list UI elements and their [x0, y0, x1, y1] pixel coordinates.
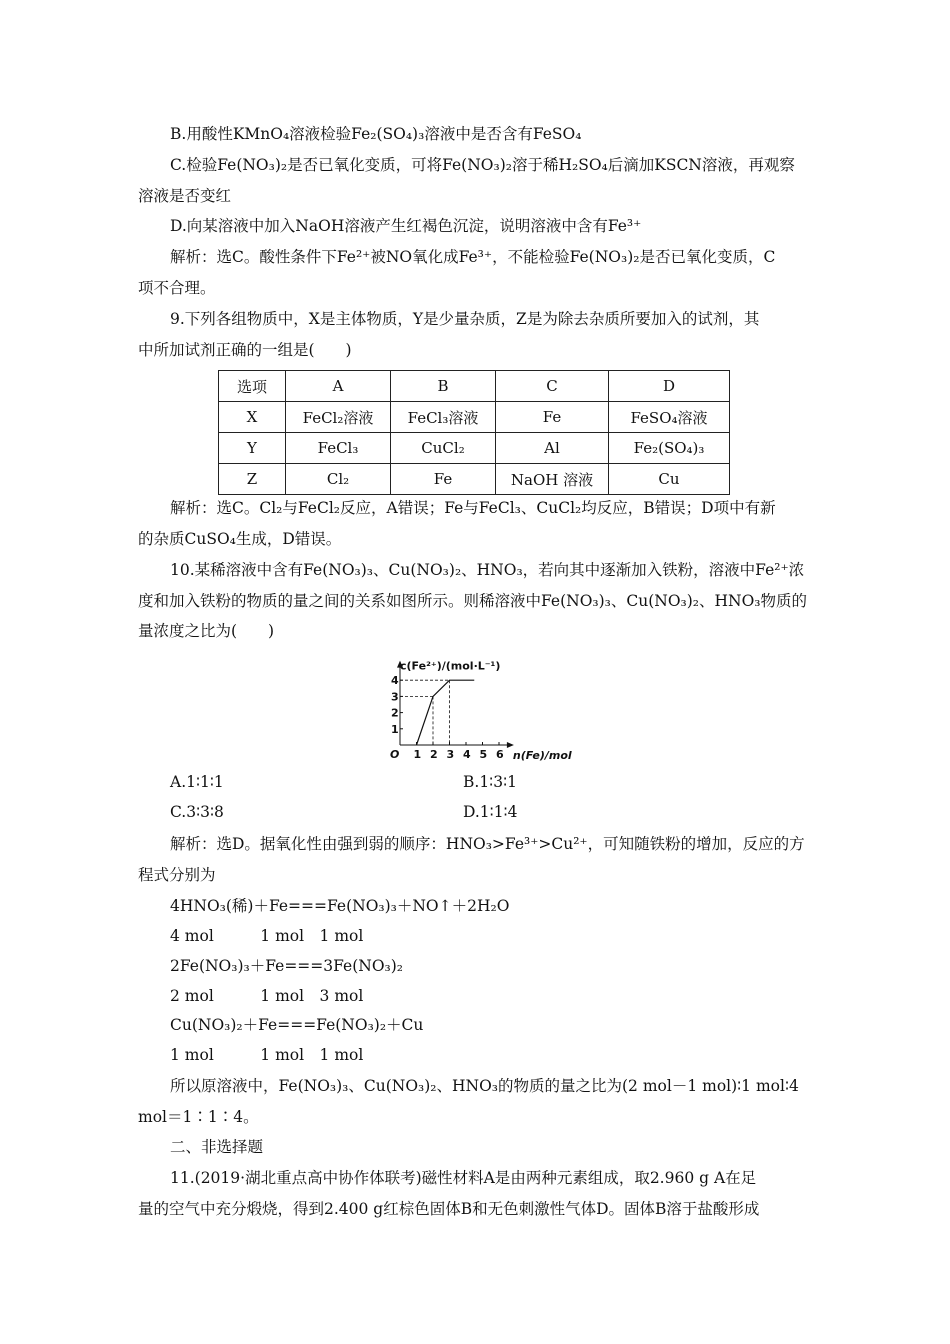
series-line — [417, 680, 475, 745]
question-11-line-cont: 量的空气中充分煅烧，得到2.400 g红棕色固体B和无色刺激性气体D。固体B溶于盐酸形成 — [138, 1200, 760, 1218]
equation-1: 4HNO₃(稀)＋Fe===Fe(NO₃)₃＋NO↑＋2H₂O — [170, 897, 510, 915]
choice-d: D.1∶1∶4 — [463, 803, 518, 821]
equation-3: Cu(NO₃)₂＋Fe===Fe(NO₃)₂＋Cu — [170, 1016, 424, 1034]
options-table — [218, 370, 730, 495]
y-tick-label: 4 — [391, 674, 399, 688]
x-axis-arrow — [507, 742, 514, 748]
fe2-concentration-chart — [378, 648, 598, 768]
analysis-9-line-cont: 的杂质CuSO₄生成，D错误。 — [138, 530, 342, 548]
y-axis-label: c(Fe²⁺)/(mol·L⁻¹) — [400, 659, 501, 673]
table-cell: B — [391, 371, 496, 402]
y-tick-label: 1 — [391, 722, 399, 736]
conclusion-line-cont: mol＝1∶1∶4。 — [138, 1108, 259, 1126]
analysis-10-line: 解析：选D。据氧化性由强到弱的顺序：HNO₃>Fe³⁺>Cu²⁺，可知随铁粉的增加，反应的方 — [170, 835, 805, 853]
equation-2-moles: 2 mol 1 mol 3 mol — [170, 987, 364, 1005]
table-cell: X — [219, 402, 286, 433]
table-cell: FeCl₃ — [286, 433, 391, 464]
table-cell: FeSO₄溶液 — [609, 402, 730, 433]
x-tick-label: 6 — [496, 748, 504, 761]
table-row — [219, 371, 730, 402]
question-10-line-cont: 度和加入铁粉的物质的量之间的关系如图所示。则稀溶液中Fe(NO₃)₃、Cu(NO₃)₂、HNO₃物质的 — [138, 592, 808, 610]
table-cell: 选项 — [219, 371, 286, 402]
y-tick-label: 3 — [391, 690, 399, 704]
equation-2: 2Fe(NO₃)₃＋Fe===3Fe(NO₃)₂ — [170, 957, 404, 975]
table-cell: Cl₂ — [286, 464, 391, 495]
equation-3-moles: 1 mol 1 mol 1 mol — [170, 1046, 364, 1064]
question-10-line-end: 量浓度之比为( ) — [138, 622, 275, 640]
table-cell: FeCl₂溶液 — [286, 402, 391, 433]
table-cell: A — [286, 371, 391, 402]
question-9-line: 9.下列各组物质中，X是主体物质，Y是少量杂质，Z是为除去杂质所要加入的试剂，其 — [170, 310, 760, 328]
origin-label: O — [390, 748, 400, 761]
analysis-8-line: 解析：选C。酸性条件下Fe²⁺被NO氧化成Fe³⁺，不能检验Fe(NO₃)₂是否已氧化变质，C — [170, 248, 776, 266]
choice-a: A.1∶1∶1 — [170, 773, 224, 791]
x-axis-label: n(Fe)/mol — [512, 749, 572, 762]
table-row — [219, 464, 730, 495]
table-cell: FeCl₃溶液 — [391, 402, 496, 433]
option-c-line: C.检验Fe(NO₃)₂是否已氧化变质，可将Fe(NO₃)₂溶于稀H₂SO₄后滴加KSCN溶液，再观察 — [170, 156, 795, 174]
choice-b: B.1∶3∶1 — [463, 773, 517, 791]
table-cell: Fe — [391, 464, 496, 495]
table-cell: NaOH 溶液 — [496, 464, 609, 495]
table-row — [219, 433, 730, 464]
analysis-8-line-cont: 项不合理。 — [138, 279, 216, 297]
analysis-10-line-cont: 程式分别为 — [138, 866, 216, 884]
x-tick-label: 5 — [479, 748, 488, 761]
y-tick-label: 2 — [391, 706, 399, 720]
question-11-line: 11.(2019·湖北重点高中协作体联考)磁性材料A是由两种元素组成，取2.960 g A在足 — [170, 1169, 757, 1187]
table-cell: C — [496, 371, 609, 402]
option-b-line: B.用酸性KMnO₄溶液检验Fe₂(SO₄)₃溶液中是否含有FeSO₄ — [170, 125, 582, 143]
option-c-line-cont: 溶液是否变红 — [138, 187, 232, 205]
conclusion-line: 所以原溶液中，Fe(NO₃)₃、Cu(NO₃)₂、HNO₃的物质的量之比为(2 mol－1 mol)∶1 mol∶4 — [170, 1077, 799, 1095]
x-tick-label: 4 — [463, 748, 471, 761]
analysis-9-line: 解析：选C。Cl₂与FeCl₂反应，A错误；Fe与FeCl₃、CuCl₂均反应，B错误；D项中有新 — [170, 499, 776, 517]
table-row — [219, 402, 730, 433]
table-cell: Z — [219, 464, 286, 495]
equation-1-moles: 4 mol 1 mol 1 mol — [170, 927, 364, 945]
table-cell: Y — [219, 433, 286, 464]
table-cell: Fe₂(SO₄)₃ — [609, 433, 730, 464]
table-cell: D — [609, 371, 730, 402]
x-tick-label: 1 — [413, 748, 422, 761]
table-cell: Al — [496, 433, 609, 464]
question-9-line-cont: 中所加试剂正确的一组是( ) — [138, 341, 352, 359]
section-heading: 二、非选择题 — [170, 1138, 264, 1156]
table-cell: Fe — [496, 402, 609, 433]
option-d-line: D.向某溶液中加入NaOH溶液产生红褐色沉淀，说明溶液中含有Fe³⁺ — [170, 217, 642, 235]
x-tick-label: 2 — [430, 748, 438, 761]
choice-c: C.3∶3∶8 — [170, 803, 224, 821]
question-10-line: 10.某稀溶液中含有Fe(NO₃)₃、Cu(NO₃)₂、HNO₃，若向其中逐渐加入铁粉，溶液中Fe²⁺浓 — [170, 561, 805, 579]
table-cell: CuCl₂ — [391, 433, 496, 464]
table-cell: Cu — [609, 464, 730, 495]
x-tick-label: 3 — [446, 748, 455, 761]
